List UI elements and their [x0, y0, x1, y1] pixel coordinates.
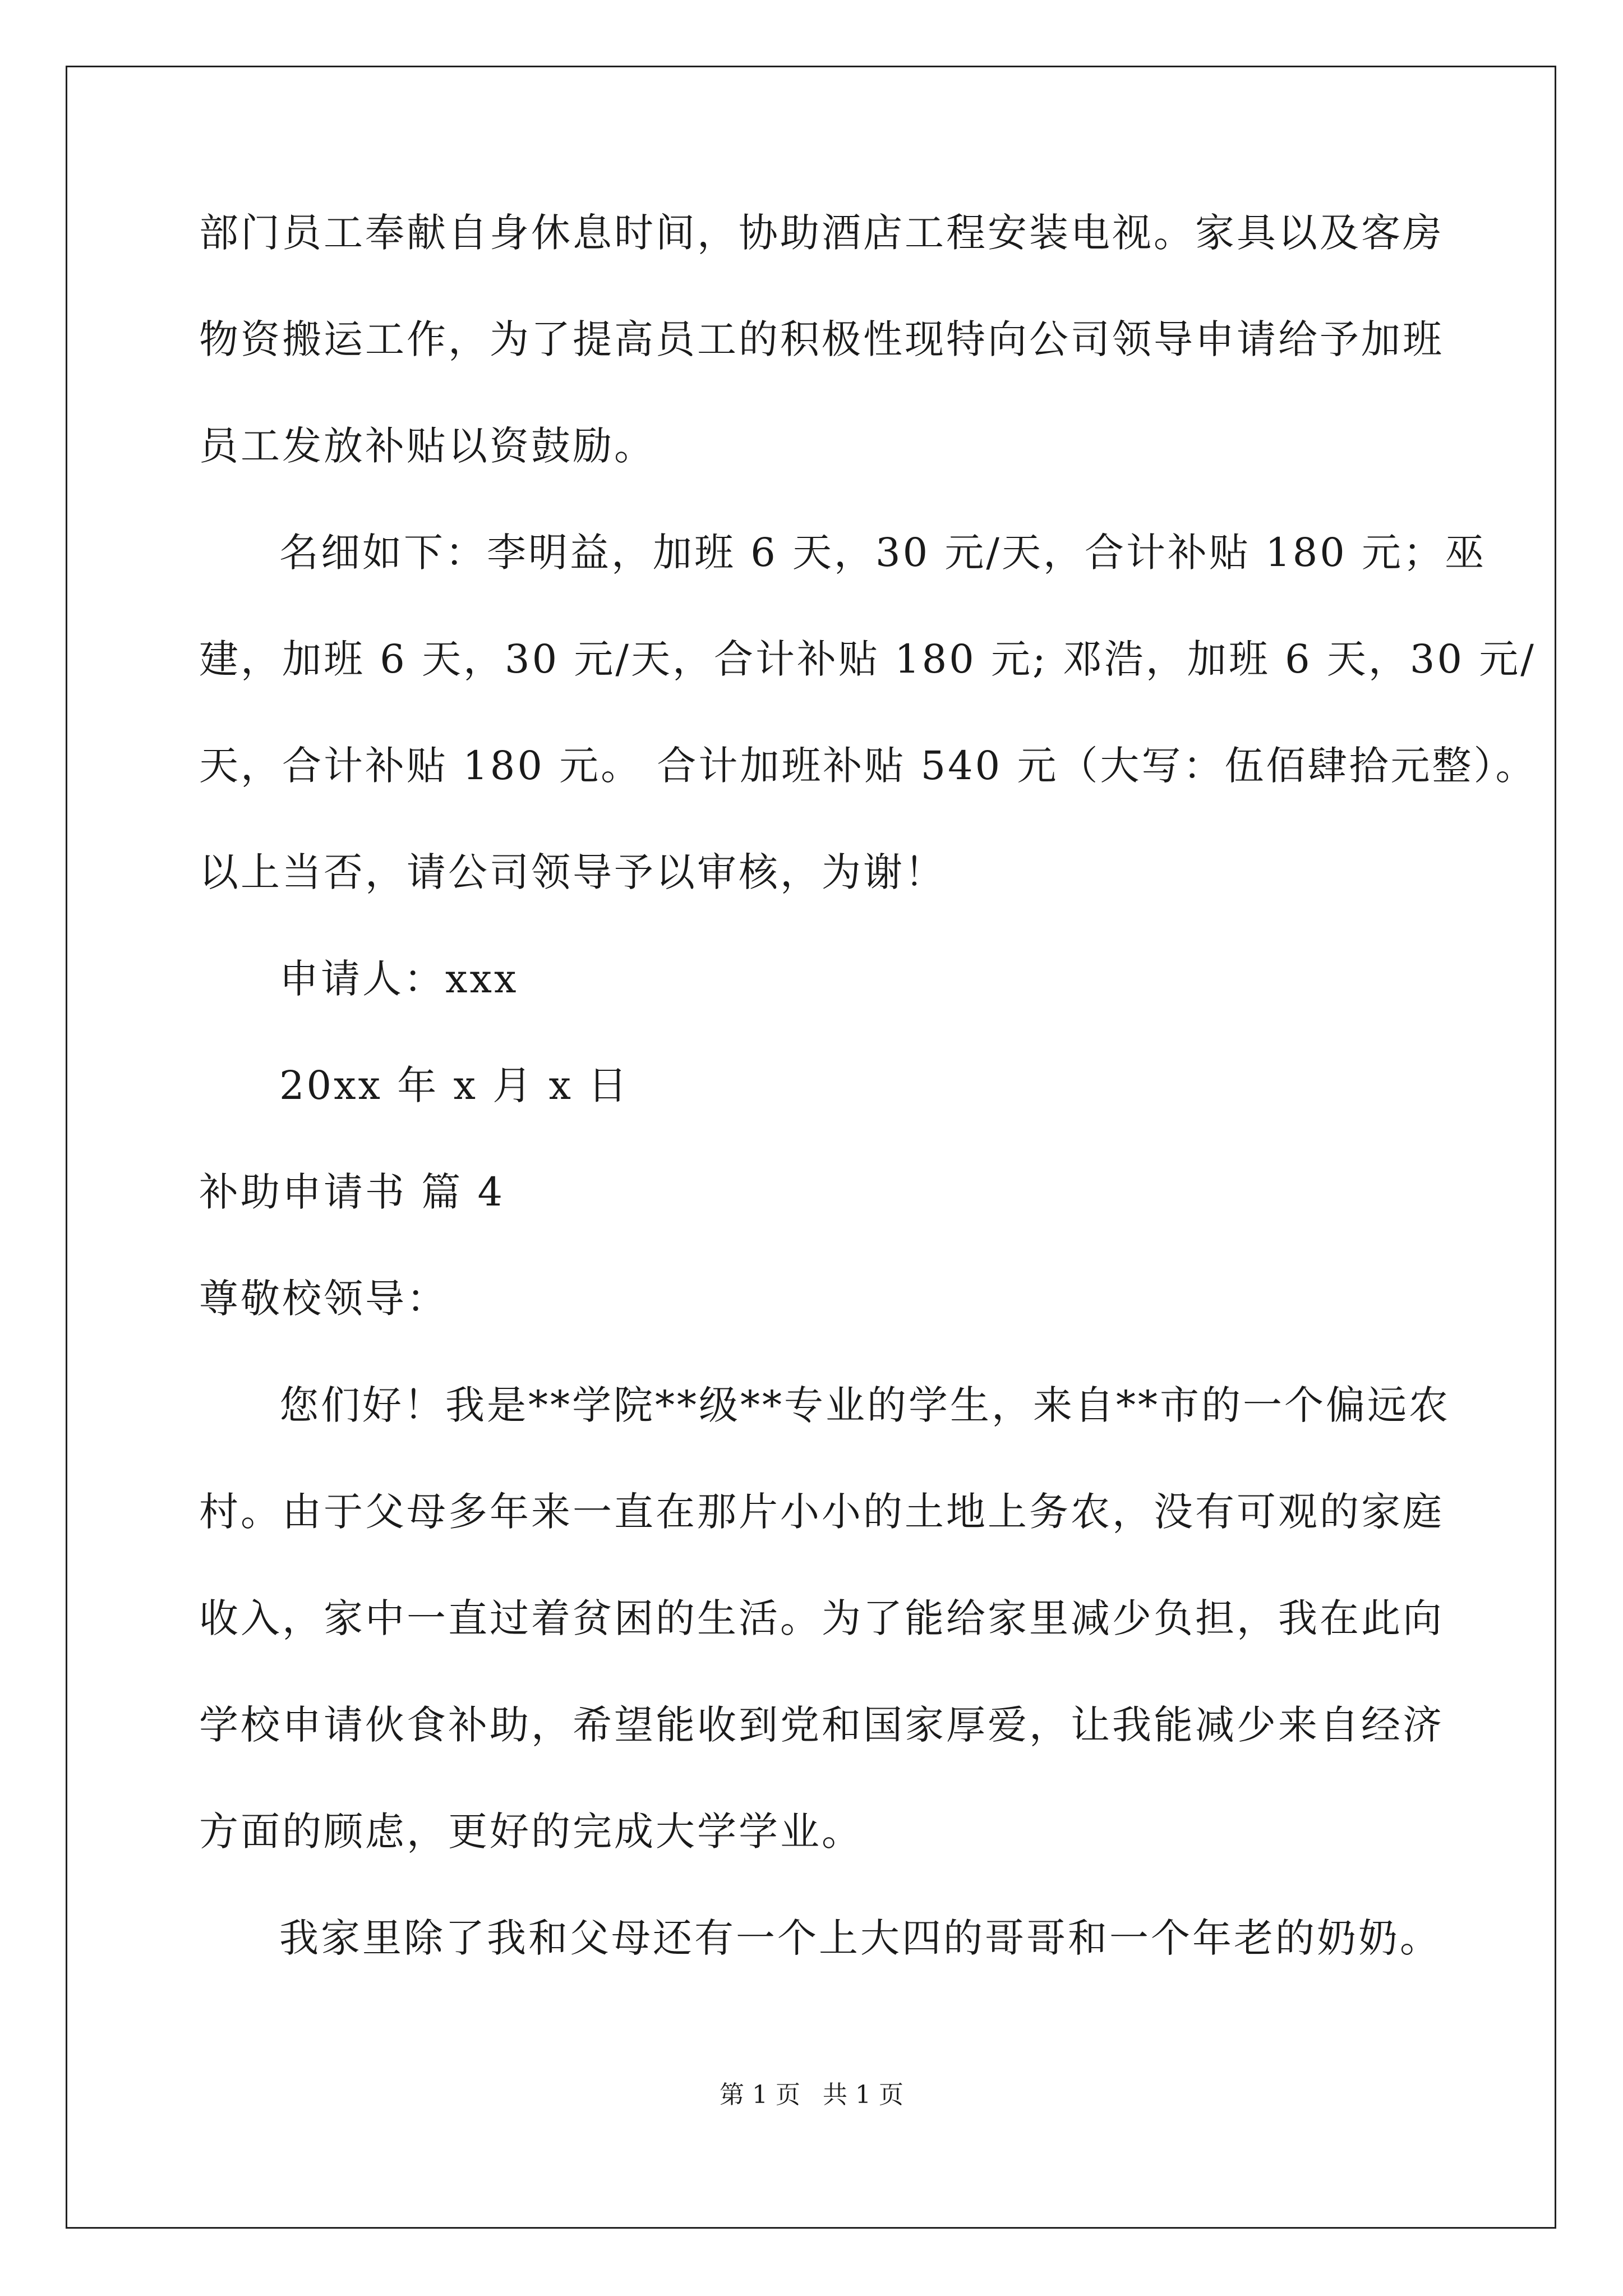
body-line: 村。由于父母多年来一直在那片小小的土地上务农，没有可观的家庭 [199, 1489, 1444, 1535]
body-line: 我家里除了我和父母还有一个上大四的哥哥和一个年老的奶奶。 [279, 1915, 1441, 1961]
body-line: 部门员工奉献自身休息时间，协助酒店工程安装电视。家具以及客房 [199, 210, 1444, 256]
body-line: 员工发放补贴以资鼓励。 [199, 423, 656, 469]
section-heading: 补助申请书 篇 4 [199, 1169, 505, 1215]
body-line: 以上当否，请公司领导予以审核，为谢！ [199, 849, 946, 895]
body-line: 天，合计补贴 180 元。 合计加班补贴 540 元（大写：伍佰肆拾元整）。 [199, 743, 1537, 789]
body-line: 方面的顾虑，更好的完成大学学业。 [199, 1809, 863, 1855]
page-number: 第 1 页 [720, 2081, 800, 2109]
body-line: 学校申请伙食补助，希望能收到党和国家厚爱，让我能减少来自经济 [199, 1702, 1444, 1748]
page-total: 共 1 页 [823, 2081, 903, 2109]
page-border [66, 66, 1556, 2229]
body-line: 建，加班 6 天，30 元/天，合计补贴 180 元; 邓浩，加班 6 天，30 元/ [199, 636, 1536, 682]
body-line: 您们好！我是**学院**级**专业的学生，来自**市的一个偏远农 [279, 1382, 1450, 1428]
page-footer [0, 2078, 1623, 2112]
salutation: 尊敬校领导： [199, 1276, 448, 1322]
body-line: 名细如下：李明益，加班 6 天，30 元/天，合计补贴 180 元；巫 [279, 530, 1487, 576]
body-line: 收入，家中一直过着贫困的生活。为了能给家里减少负担，我在此向 [199, 1595, 1444, 1641]
body-line: 物资搬运工作，为了提高员工的积极性现特向公司领导申请给予加班 [199, 316, 1444, 362]
applicant-line: 申请人：xxx [279, 956, 519, 1002]
date-line: 20xx 年 x 月 x 日 [279, 1062, 630, 1108]
